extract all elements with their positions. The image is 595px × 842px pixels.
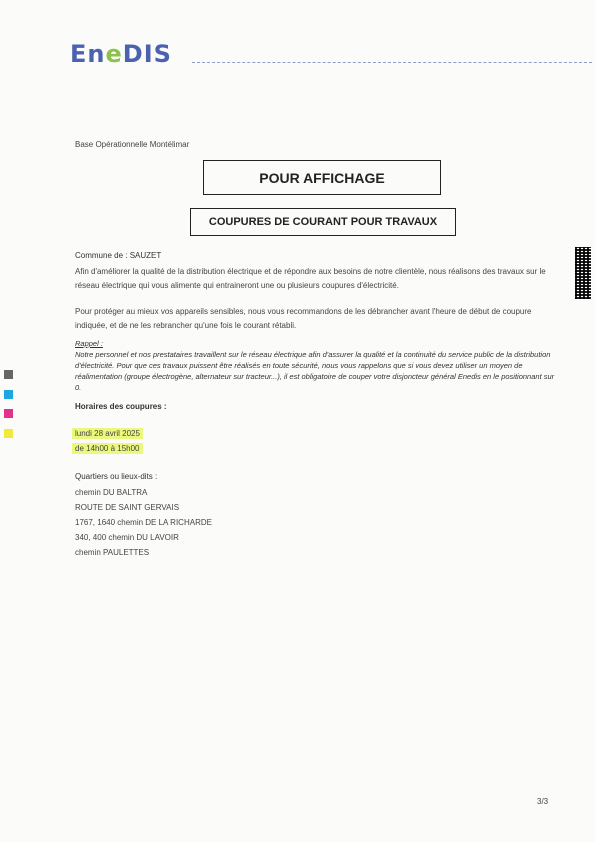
quartier-item: chemin DU BALTRA (75, 488, 148, 497)
commune-line: Commune de : SAUZET (75, 251, 162, 260)
paragraph-intro: Afin d'améliorer la qualité de la distribution électrique et de répondre aux besoins de notre clientèle, nous réalisons des travaux sur le réseau électrique qui vous alimente qui entraineront une ou plusieurs coupures d'électricité. (75, 267, 546, 290)
header-divider (192, 62, 592, 63)
rappel-label: Rappel : (75, 339, 103, 348)
print-mark-magenta (4, 409, 13, 418)
quartier-item: 340, 400 chemin DU LAVOIR (75, 533, 179, 542)
page-number: 3/3 (537, 797, 549, 806)
print-mark-cyan (4, 390, 13, 399)
quartier-item: chemin PAULETTES (75, 548, 150, 557)
print-mark-yellow (4, 429, 13, 438)
title-pour-affichage: POUR AFFICHAGE (203, 160, 441, 195)
quartiers-title: Quartiers ou lieux-dits : (75, 472, 158, 481)
enedis-logo: EneDIS (70, 40, 172, 68)
horaires-date: lundi 28 avril 2025 (72, 428, 143, 439)
title-coupures: COUPURES DE COURANT POUR TRAVAUX (190, 208, 456, 236)
horaires-title: Horaires des coupures : (75, 402, 167, 411)
paragraph-protection: Pour protéger au mieux vos appareils sensibles, nous vous recommandons de les débrancher avant l'heure de début de coupure indiquée, et de ne les rebrancher qu'une fois le courant rétabli. (75, 307, 532, 330)
quartier-item: ROUTE DE SAINT GERVAIS (75, 503, 180, 512)
base-operationnelle: Base Opérationnelle Montélimar (75, 140, 190, 149)
rappel-text: Notre personnel et nos prestataires travaillent sur le réseau électrique afin d'assurer la qualité et la continuité du service public de la distribution d'électricité. Pour que ces travaux puissent être réalisés en toute sécurité, nous vous rappelons que si vous devez utiliser un moyen de réalimentation (groupe électrogène, alternateur sur tracteur...), il est obligatoire de couper votre disjoncteur général Enedis en le positionnant sur 0. (75, 350, 555, 392)
quartier-item: 1767, 1640 chemin DE LA RICHARDE (75, 518, 212, 527)
print-mark-gray (4, 370, 13, 379)
datamatrix-code (575, 247, 591, 299)
rappel-block (75, 338, 555, 393)
horaires-time: de 14h00 à 15h00 (72, 443, 143, 454)
